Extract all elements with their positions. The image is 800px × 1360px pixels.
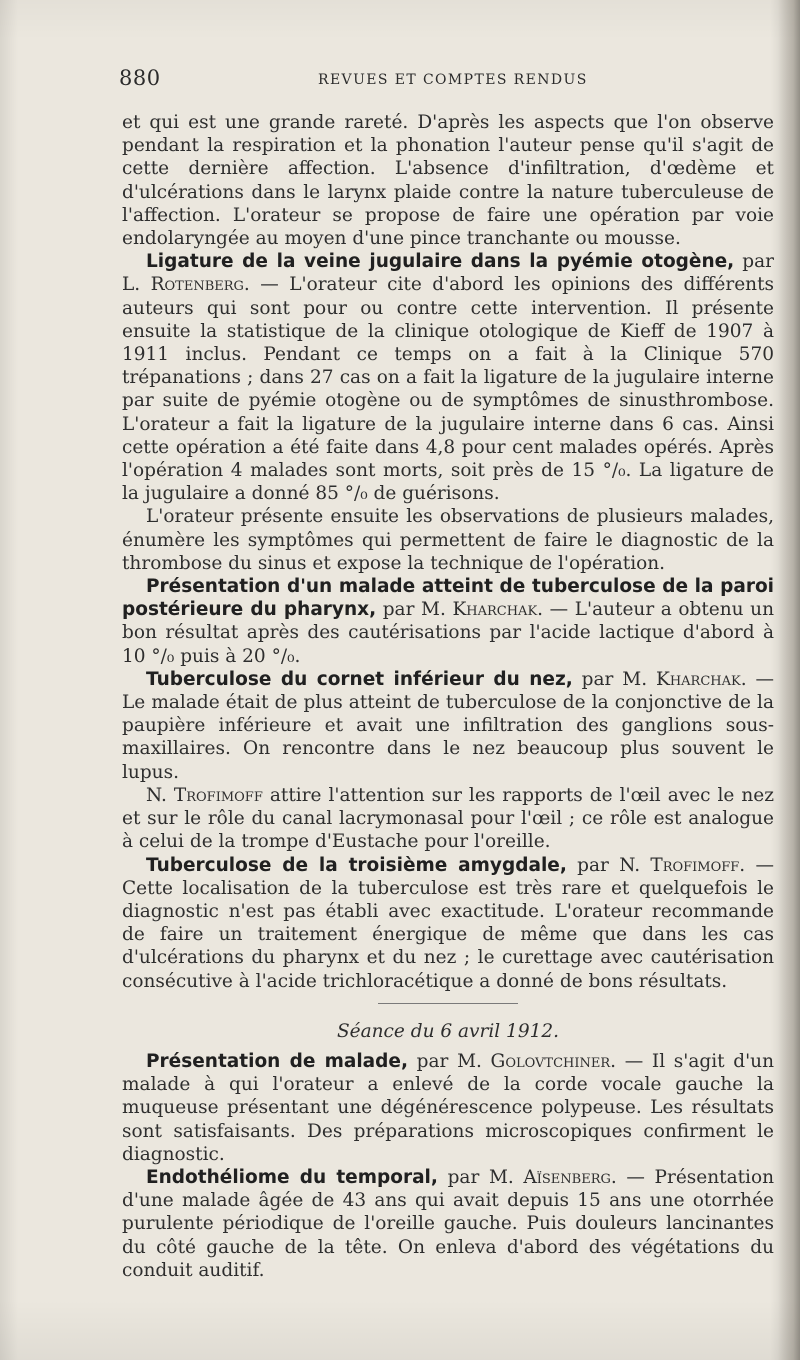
section-heading: Présentation d'un malade atteint de tuberculose de la paroi postérieure du pharynx, xyxy=(122,576,774,621)
section-heading: Endothéliome du temporal, xyxy=(146,1166,438,1188)
author-name: M. Kharchak. xyxy=(622,668,747,690)
author-name: N. Trofimoff xyxy=(146,784,263,806)
section-tuberculose-amygdale xyxy=(122,854,774,993)
author-name: M. Kharchak. xyxy=(421,599,544,621)
by-word: par xyxy=(577,854,609,876)
by-word: par xyxy=(416,1050,449,1072)
section-tuberculose-cornet xyxy=(122,668,774,784)
running-head: REVUES ET COMPTES RENDUS xyxy=(318,72,588,88)
section-endotheliome xyxy=(122,1166,774,1282)
paragraph-continuation: et qui est une grande rareté. D'après les aspects que l'on observe pendant la respiration et la phonation l'auteur pense qu'il s'agit de cette dernière affection. L'absence d'infiltration, d'œdème et d'ulcérations dans le larynx plaide contre la nature tuberculeuse de l'affection. L'orateur se propose de faire une opération par voie endolaryngée au moyen d'une pince tranchante ou mousse. xyxy=(122,112,774,250)
section-text: — Cette localisation de la tuberculose est très rare et quelquefois le diagnostic n'est pas établi avec exactitude. L'orateur recommande de faire un traitement énergique de même que dans les cas d'ulcérations du pharynx et du nez ; le curettage avec cautérisation consécutive à l'acide trichloracétique a donné de bons résultats. xyxy=(122,854,774,992)
by-word: par xyxy=(581,668,614,690)
by-word: par xyxy=(742,251,774,273)
page-body xyxy=(122,111,774,1282)
section-text: attire l'attention sur les rapports de l'œil avec le nez et sur le rôle du canal lacrymonasal pour l'œil ; ce rôle est analogue à celui de la trompe d'Eustache pour l'oreille. xyxy=(122,784,775,853)
author-name: M. Golovtchiner. xyxy=(457,1050,617,1072)
session-date: Séance du 6 avril 1912. xyxy=(336,1020,560,1042)
section-ligature-jugulaire xyxy=(122,250,774,505)
paragraph-trofimoff-remark xyxy=(122,784,774,854)
section-presentation-malade xyxy=(122,1050,774,1166)
section-text: — Le malade était de plus atteint de tuberculose de la conjonctive de la paupière inférieure et avait une infiltration des ganglions sous-maxillaires. On rencontre dans le nez beaucoup plus souvent le lupus. xyxy=(122,668,774,783)
section-heading: Tuberculose de la troisième amygdale, xyxy=(146,854,567,876)
by-word: par xyxy=(382,599,415,621)
author-name: M. Aïsenberg. xyxy=(488,1166,617,1188)
section-text: — L'orateur cite d'abord les opinions des différents auteurs qui sont pour ou contre cette intervention. Il présente ensuite la statistique de la clinique otologique de Kieff de 1907 à 1911 inclus. Pendant ce temps on a fait à la Clinique 570 trépanations ; dans 27 cas on a fait la ligature de la jugulaire interne par suite de pyémie otogène ou de symptômes de sinusthrombose. L'orateur a fait la ligature de la jugulaire interne dans 6 cas. Ainsi cette opération a été faite dans 4,8 pour cent malades opérés. Après l'opération 4 malades sont morts, soit près de 15 °/₀. La ligature de la jugulaire a donné 85 °/₀ de guérisons. xyxy=(122,274,774,505)
section-tuberculose-pharynx xyxy=(122,575,774,668)
author-name: L. Rotenberg. xyxy=(122,274,250,296)
section-heading: Ligature de la veine jugulaire dans la pyémie otogène, xyxy=(146,251,735,273)
author-name: N. Trofimoff. xyxy=(619,854,746,876)
section-text: — Présentation d'une malade âgée de 43 ans qui avait depuis 15 ans une otorrhée purulente périodique de l'oreille gauche. Puis douleurs lancinantes du côté gauche de la tête. On enleva d'abord des végétations du conduit auditif. xyxy=(122,1166,774,1281)
paragraph-observations: L'orateur présente ensuite les observations de plusieurs malades, énumère les symptômes qui permettent de faire le diagnostic de la thrombose du sinus et expose la technique de l'opération. xyxy=(122,506,774,574)
section-text: — Il s'agit d'un malade à qui l'orateur a enlevé de la corde vocale gauche la muqueuse présentant une dégénérescence polypeuse. Les résultats sont satisfaisants. Des préparations microscopiques confirment le diagnostic. xyxy=(122,1050,774,1165)
section-heading: Tuberculose du cornet inférieur du nez, xyxy=(146,668,573,690)
by-word: par xyxy=(447,1166,480,1188)
page-header xyxy=(0,66,800,96)
page-edge-shadow xyxy=(778,0,800,1360)
section-text: — L'auteur a obtenu un bon résultat après des cautérisations par l'acide lactique d'abord à 10 °/₀ puis à 20 °/₀. xyxy=(122,599,774,667)
section-divider xyxy=(378,1003,518,1004)
page-number: 880 xyxy=(119,66,161,90)
section-heading: Présentation de malade, xyxy=(146,1050,408,1072)
